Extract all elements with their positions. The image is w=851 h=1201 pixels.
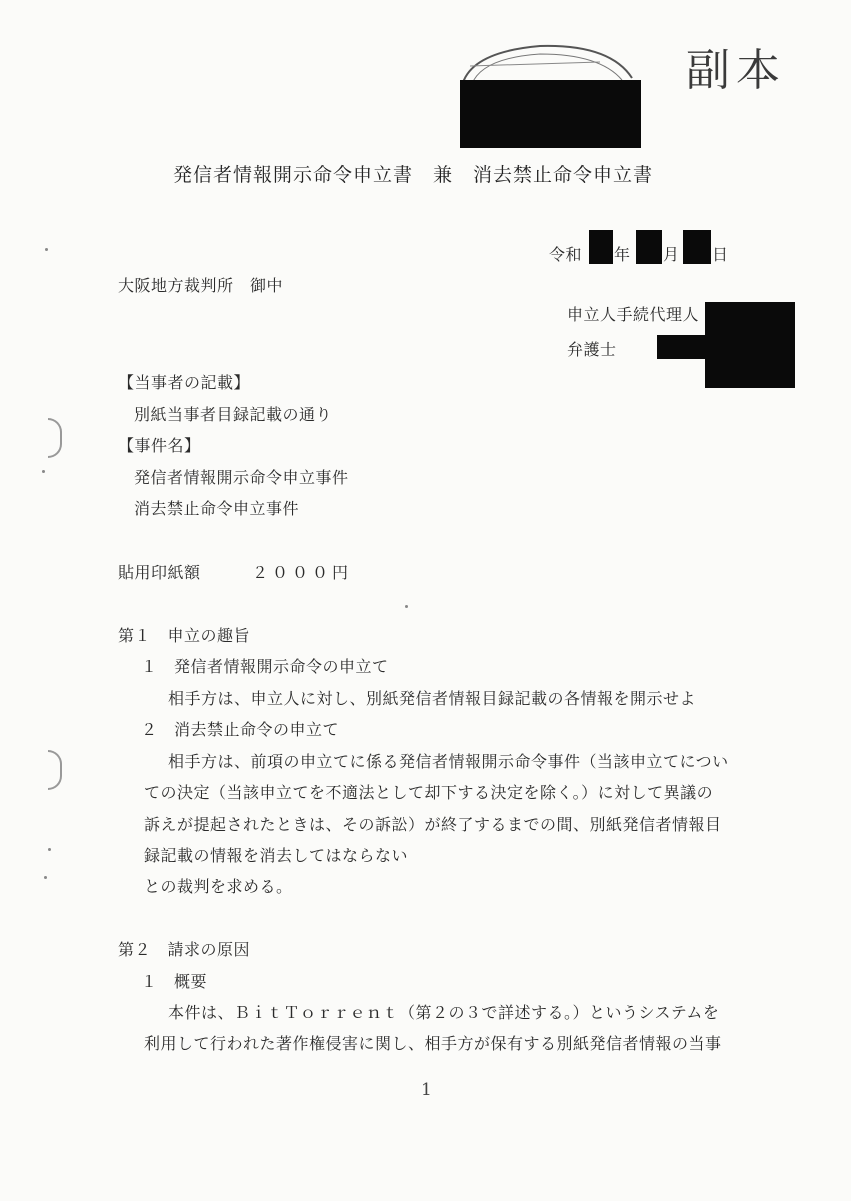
- case-name-2: 消去禁止命令申立事件: [134, 499, 300, 518]
- redaction-year: [589, 230, 613, 264]
- scan-speck: [42, 470, 45, 473]
- section-2-1-line-1: 本件は、ＢｉｔＴｏｒｒｅｎｔ（第２の３で詳述する。）というシステムを: [168, 1003, 720, 1022]
- redaction-day: [683, 230, 711, 264]
- date-era: 令和: [549, 245, 583, 264]
- stamp-fee-label: 貼用印紙額: [118, 563, 201, 582]
- section-1-heading: 第１ 申立の趣旨: [118, 626, 251, 645]
- document-title: 発信者情報開示命令申立書 兼 消去禁止命令申立書: [173, 164, 654, 186]
- copy-stamp: 副本: [686, 45, 786, 96]
- section-1-1-text: 相手方は、申立人に対し、別紙発信者情報目録記載の各情報を開示せよ: [168, 689, 697, 708]
- date-month-suffix: 月: [663, 245, 680, 264]
- section-1-1-heading: １ 発信者情報開示命令の申立て: [141, 657, 389, 676]
- parties-heading: 【当事者の記載】: [118, 373, 251, 392]
- section-1-2-line-1: 相手方は、前項の申立てに係る発信者情報開示命令事件（当該申立てについ: [168, 752, 729, 771]
- case-name-1: 発信者情報開示命令申立事件: [134, 468, 349, 487]
- stamp-fee-amount: ２０００円: [252, 563, 353, 582]
- scan-speck: [48, 848, 51, 851]
- section-2-1-line-2: 利用して行われた著作権侵害に関し、相手方が保有する別紙発信者情報の当事: [144, 1034, 722, 1053]
- redaction-agent-name: [705, 302, 795, 388]
- date-day-suffix: 日: [712, 245, 729, 264]
- applicant-agent-label: 申立人手続代理人: [567, 305, 700, 324]
- scan-speck: [44, 876, 47, 879]
- redaction-lawyer-name: [657, 335, 717, 359]
- parties-text: 別紙当事者目録記載の通り: [134, 405, 333, 424]
- section-1-conclusion: との裁判を求める。: [144, 877, 293, 896]
- punch-hole-upper: [48, 418, 62, 458]
- case-heading: 【事件名】: [118, 436, 201, 455]
- scan-speck: [405, 605, 408, 608]
- date-year-suffix: 年: [614, 245, 631, 264]
- scan-speck: [45, 248, 48, 251]
- addressee: 大阪地方裁判所 御中: [118, 276, 284, 295]
- section-1-2-heading: ２ 消去禁止命令の申立て: [141, 720, 340, 739]
- section-2-1-heading: １ 概要: [141, 972, 208, 991]
- lawyer-label: 弁護士: [567, 340, 617, 359]
- section-1-2-line-2: ての決定（当該申立てを不適法として却下する決定を除く。）に対して異議の: [144, 783, 714, 802]
- redaction-month: [636, 230, 662, 264]
- redaction-top: [460, 80, 641, 148]
- section-1-2-line-3: 訴えが提起されたときは、その訴訟）が終了するまでの間、別紙発信者情報目: [144, 815, 722, 834]
- section-2-heading: 第２ 請求の原因: [118, 940, 251, 959]
- punch-hole-lower: [48, 750, 62, 790]
- section-1-2-line-4: 録記載の情報を消去してはならない: [144, 846, 409, 865]
- page-number: 1: [421, 1080, 432, 1100]
